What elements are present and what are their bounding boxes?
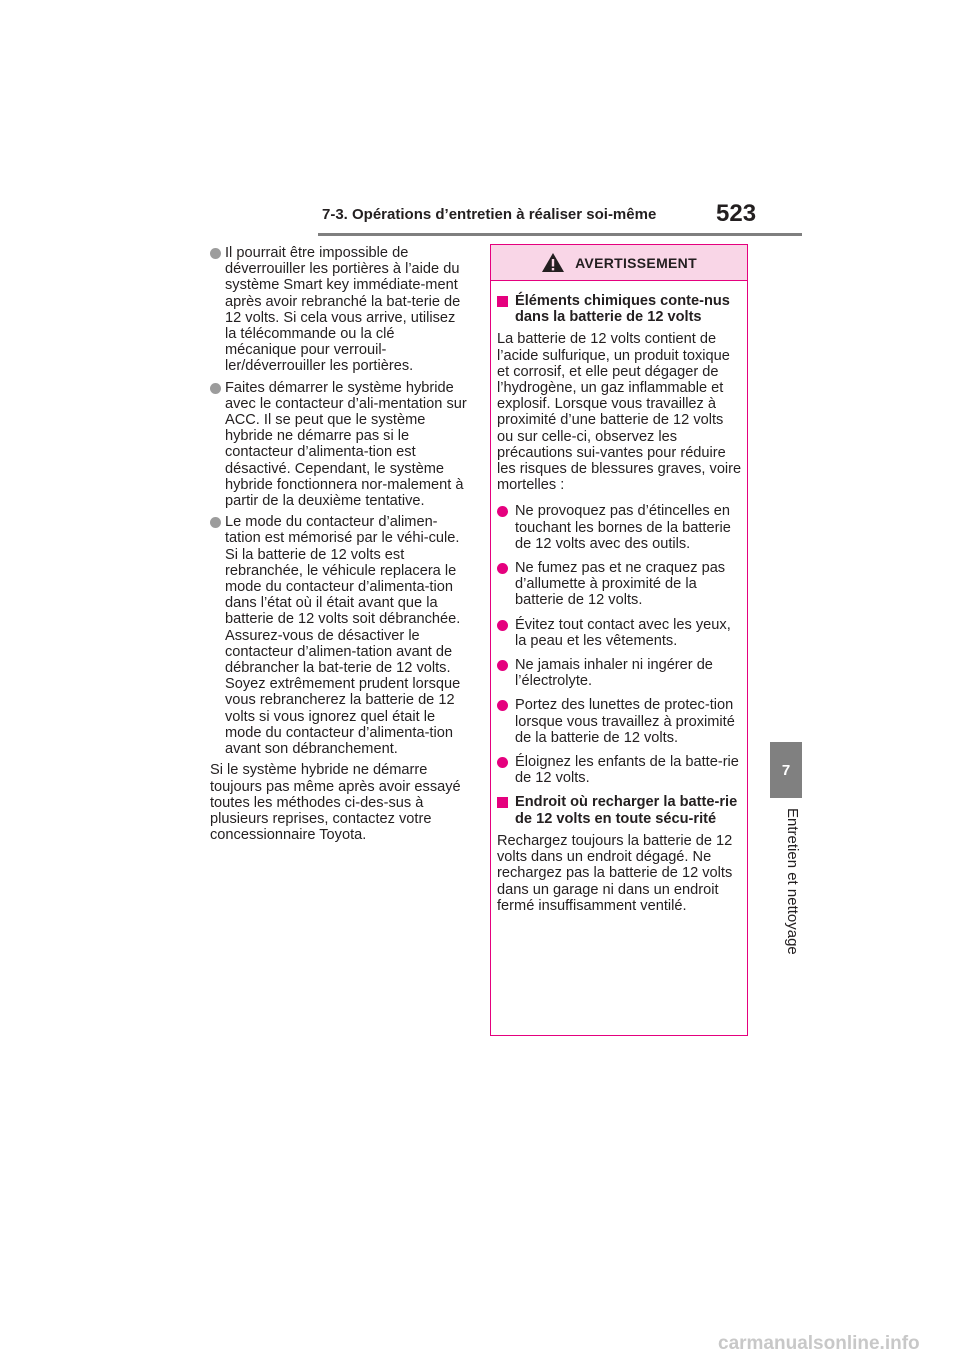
bullet-dot-icon	[497, 700, 508, 711]
list-item	[497, 697, 742, 746]
list-item	[497, 503, 742, 552]
list-item	[497, 617, 742, 649]
bullet-text: Il pourrait être impossible de déverrouiller les portières à l’aide du système Smart key immédiate-ment après avoir rebranché la bat-terie de 12 volts. Si cela vous arrive, utilisez la télécommande ou la clé mécanique pour verrouil-ler/déverrouiller les portières.	[225, 245, 461, 375]
chapter-tab-number: 7	[770, 742, 802, 798]
warning-section-heading	[497, 293, 742, 325]
chapter-side-title: Entretien et nettoyage	[784, 808, 801, 955]
bullet-dot-icon	[210, 383, 221, 394]
bullet-dot-icon	[497, 757, 508, 768]
warning-section-text: Rechargez toujours la batterie de 12 volts dans un endroit dégagé. Ne rechargez pas la batterie de 12 volts dans un garage ni dans un endroit fermé insuffisamment ventilé.	[497, 832, 733, 914]
warning-triangle-icon	[541, 252, 565, 273]
warning-section-heading	[497, 794, 742, 826]
square-bullet-icon	[497, 797, 508, 808]
page-number: 523	[716, 200, 757, 227]
list-item	[210, 380, 468, 510]
bullet-dot-icon	[497, 620, 508, 631]
list-item	[497, 560, 742, 609]
bullet-text: Évitez tout contact avec les yeux, la peau et les vêtements.	[515, 616, 731, 649]
list-item	[497, 657, 742, 689]
bullet-text: Ne jamais inhaler ni ingérer de l’électrolyte.	[515, 657, 713, 690]
bullet-dot-icon	[497, 563, 508, 574]
heading-text: Éléments chimiques conte-nus dans la batterie de 12 volts	[515, 293, 730, 326]
list-item	[497, 754, 742, 786]
warning-title: AVERTISSEMENT	[575, 254, 697, 271]
section-title: 7-3. Opérations d’entretien à réaliser soi-même	[322, 206, 657, 223]
list-item	[210, 245, 468, 375]
warning-body	[491, 281, 747, 914]
header-divider	[318, 233, 802, 236]
closing-paragraph: Si le système hybride ne démarre toujours pas même après avoir essayé toutes les méthodes ci-des-sus à plusieurs reprises, contactez votre concessionnaire Toyota.	[210, 762, 461, 844]
list-item	[210, 514, 468, 757]
warning-intro: La batterie de 12 volts contient de l’acide sulfurique, un produit toxique et corrosif, et elle peut dégager de l’hydrogène, un gaz inflammable et explosif. Lorsque vous travaillez à proximité d’une batterie de 12 volts ou sur celle-ci, observez les précautions sui-vantes pour réduire les risques de blessures graves, voire mortelles :	[497, 331, 742, 494]
bullet-dot-icon	[497, 660, 508, 671]
warning-header	[491, 245, 747, 281]
bullet-text: Ne provoquez pas d’étincelles en touchant les bornes de la batterie de 12 volts avec des outils.	[515, 503, 731, 552]
square-bullet-icon	[497, 296, 508, 307]
bullet-text: Portez des lunettes de protec-tion lorsque vous travaillez à proximité de la batterie de 12 volts.	[515, 697, 735, 746]
bullet-text: Faites démarrer le système hybride avec le contacteur d’ali-mentation sur ACC. Il se peut que le système hybride ne démarre pas si le contacteur d’alimenta-tion est désactivé. Cependant, le système hybride fonctionnera nor-malement à partir de la deuxième tentative.	[225, 379, 467, 510]
left-column	[210, 245, 468, 843]
bullet-text: Le mode du contacteur d’alimen-tation est mémorisé par le véhi-cule. Si la batterie de 12 volts est rebranchée, le véhicule replacera le mode du contacteur d’alimenta-tion dans l’état où il était avant que la batterie de 12 volts soit débranchée. Assurez-vous de désactiver le contacteur d’alimen-tation avant de débrancher la bat-terie de 12 volts. Soyez extrêmement prudent lorsque vous rebrancherez la batterie de 12 volts si vous ignorez quel était le mode du contacteur d’alimenta-tion avant son débranchement.	[225, 514, 461, 758]
bullet-text: Éloignez les enfants de la batte-rie de 12 volts.	[515, 754, 739, 787]
bullet-dot-icon	[210, 248, 221, 259]
watermark: carmanualsonline.info	[718, 1333, 920, 1354]
warning-box	[490, 244, 748, 1036]
bullet-dot-icon	[497, 506, 508, 517]
bullet-text: Ne fumez pas et ne craquez pas d’allumette à proximité de la batterie de 12 volts.	[515, 560, 726, 609]
heading-text: Endroit où recharger la batte-rie de 12 volts en toute sécu-rité	[515, 794, 738, 827]
bullet-dot-icon	[210, 517, 221, 528]
